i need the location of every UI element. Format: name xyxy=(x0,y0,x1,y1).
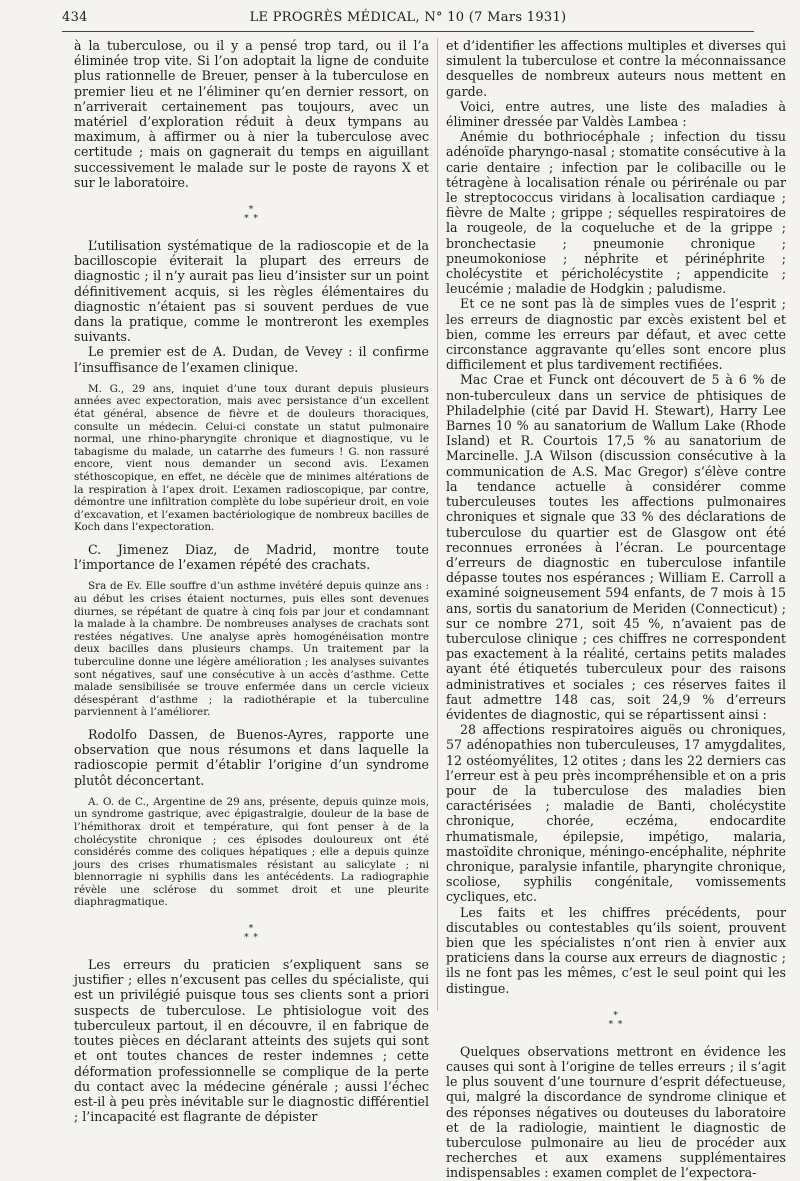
page-number: 434 xyxy=(62,10,88,25)
running-head: LE PROGRÈS MÉDICAL, N° 10 (7 Mars 1931) xyxy=(249,10,567,25)
paragraph: Voici, entre autres, une liste des maladies à éliminer dressée par Valdès Lambea : xyxy=(446,98,786,130)
section-separator: * * * xyxy=(244,205,259,225)
case-report: Sra de Ev. Elle souffre d’un asthme invétéré depuis quinze ans : au début les crises étaient nocturnes, puis elles sont devenues diurnes, se répétant de quatre à cinq fois par jour et condamnant la malade à la chambre. De nombreuses analyses de crachats sont restées négatives. Une analyse après homogénéisation montre deux bacilles dans plusieurs champs. Un traitement par la tuberculine donne une légère amélioration ; les analyses suivantes sont négatives, sauf une consécutive à un accès d’asthme. Cette malade sensibilisée se trouve enfermée dans un cercle vicieux désespérant d’asthme ; la radiothérapie et la tuberculine parviennent à l’améliorer. xyxy=(74,580,429,719)
case-report: A. O. de C., Argentine de 29 ans, présente, depuis quinze mois, un syndrome gastrique, avec épigastralgie, douleur de la base de l’hémithorax droit et température, qui font penser à de la cholécystite chronique ; ces épisodes douloureux ont été considérés comme des coliques hépatiques ; elle a depuis quinze jours des crises rhumatismales résistant au salicylate ; ni blennorragie ni syphilis dans les antécédents. La radiographie révèle une sclérose du sommet droit et une pleurite diaphragmatique. xyxy=(74,795,429,909)
case-report: M. G., 29 ans, inquiet d’une toux durant depuis plusieurs années avec expectoration, mais avec persistance d’un excellent état général, absence de fièvre et de douleurs thoraciques, consulte un médecin. Celui-ci constate un statut pulmonaire normal, une rhino-pharyngite chronique et diagnostique, vu le tabagisme du malade, un catarrhe des fumeurs ! G. non rassuré encore, vient nous demander un second avis. L’examen stéthoscopique, en effet, ne décèle que de minimes altérations de la respiration à l’apex droit. L’examen radioscopique, par contre, démontre une infiltration complète du lobe supérieur droit, en voie d’excavation, et l’examen bactériologique de nombreux bacilles de Koch dans l’expectoration. xyxy=(74,382,429,534)
paragraph: Les erreurs du praticien s’expliquent sans se justifier ; elles n’excusent pas celles du spécialiste, qui est un privilégié puisque tous ses clients sont a priori suspects de tuberculose. Le phtisiologue voit des tuberculeux partout, il en découvre, il en fabrique de toutes pièces en déclarant atteints des sujets qui sont et ont toutes chances de rester indemnes ; cette déformation professionnelle se complique de la perte du contact avec la médecine générale ; aussi l’échec est-il à peu près inévitable sur le diagnostic différentiel ; l’incapacité est flagrante de dépister xyxy=(74,957,429,1125)
paragraph: Mac Crae et Funck ont découvert de 5 à 6 % de non-tuberculeux dans un service de phtisiques de Philadelphie (cité par David H. Stewart), Harry Lee Barnes 10 % au sanatorium de Wallum Lake (Rhode Island) et R. Courtois 17,5 % au sanatorium de Marcinelle. J.A Wilson (discussion consécutive à la communication de A.S. Mac Gregor) s’élève contre la tendance actuelle à considérer comme tuberculeuses toutes les affections pulmonaires chroniques et signale que 33 % des déclarations de tuberculose du quartier est de Glasgow ont été reconnues erronées à l’écran. Le pourcentage d’erreurs de diagnostic en tuberculose infantile dépasse toutes nos espérances ; William E. Carroll a examiné soigneusement 594 enfants, de 7 mois à 15 ans, sortis du sanatorium de Meriden (Connecticut) ; sur ce nombre 271, soit 45 %, n’avaient pas de tuberculose clinique ; ces chiffres ne correspondent pas exactement à la réalité, certains petits malades ayant été étiquetés tuberculeux pour des raisons administratives et sociales ; ces réserves faites il faut admettre 148 cas, soit 24,9 % d’erreurs évidentes de diagnostic, qui se répartissent ainsi : xyxy=(446,372,786,722)
column-divider xyxy=(437,38,438,1011)
paragraph: Le premier est de A. Dudan, de Vevey : il confirme l’insuffisance de l’examen clinique. xyxy=(74,344,429,375)
page-header xyxy=(62,10,754,30)
paragraph: Quelques observations mettront en évidence les causes qui sont à l’origine de telles erreurs ; il s’agit le plus souvent d’une tournure d’esprit défectueuse, qui, malgré la discordance de syndrome clinique et des réponses négatives ou douteuses du laboratoire et de la radiologie, maintient le diagnostic de tuberculose pulmonaire au lieu de procéder aux recherches et aux examens supplémentaires indispensables : examen complet de l’expectora- xyxy=(446,1043,786,1181)
header-rule xyxy=(62,31,754,32)
right-column xyxy=(446,38,786,1181)
paragraph: Et ce ne sont pas là de simples vues de l’esprit ; les erreurs de diagnostic par excès existent bel et bien, comme les erreurs par défaut, et avec cette circonstance aggravante qu’elles sont encore plus difficilement et plus tardivement rectifiées. xyxy=(446,296,786,373)
section-separator: * * * xyxy=(608,1010,624,1030)
paragraph: L’utilisation systématique de la radioscopie et de la bacilloscopie éviterait la plupart des erreurs de diagnostic ; il n’y aurait pas lieu d’insister sur un point définitivement acquis, si les règles élémentaires du diagnostic n’étaient pas si souvent perdues de vue dans la pratique, comme le montreront les exemples suivants. xyxy=(74,238,429,345)
section-separator: * * * xyxy=(244,924,259,944)
left-column xyxy=(74,38,429,1125)
paragraph: Anémie du bothriocéphale ; infection du tissu adénoïde pharyngo-nasal ; stomatite consécutive à la carie dentaire ; infection par le colibacille ou le tétragène à localisation rénale ou périrénale ou par le streptococcus viridans à localisation cardiaque ; fièvre de Malte ; grippe ; séquelles respiratoires de la rougeole, de la coqueluche et de la grippe ; bronchectasie ; pneumonie chronique ; pneumokoniose ; néphrite et périnéphrite ; cholécystite et péricholécystite ; appendicite ; leucémie ; maladie de Hodgkin ; paludisme. xyxy=(446,129,786,297)
paragraph: Rodolfo Dassen, de Buenos-Ayres, rapporte une observation que nous résumons et dans laquelle la radioscopie permit d’établir l’origine d’un syndrome plutôt déconcertant. xyxy=(74,726,429,788)
paragraph: et d’identifier les affections multiples et diverses qui simulent la tuberculose et contre la méconnaissance desquelles de nombreux auteurs nous mettent en garde. xyxy=(446,38,786,99)
paragraph: à la tuberculose, ou il y a pensé trop tard, ou il l’a éliminée trop vite. Si l’on adoptait la ligne de conduite plus rationnelle de Breuer, penser à la tuberculose en premier lieu et ne l’éliminer qu’en dernier ressort, on n’arriverait certainement pas toujours, avec un matériel d’exploration réduit à deux tympans au maximum, à affirmer ou à nier la tuberculose avec certitude ; mais on gagnerait du temps en aiguillant successivement le malade sur le poste de rayons X et sur le laboratoire. xyxy=(74,38,429,190)
paragraph: Les faits et les chiffres précédents, pour discutables ou contestables qu’ils soient, prouvent bien que les spécialistes n’ont rien à envier aux praticiens dans la course aux erreurs de diagnostic ; ils ne font pas les mêmes, c’est le seul point qui les distingue. xyxy=(446,904,786,996)
paragraph: C. Jimenez Diaz, de Madrid, montre toute l’importance de l’examen répété des crachats. xyxy=(74,541,429,573)
paragraph: 28 affections respiratoires aiguës ou chroniques, 57 adénopathies non tuberculeuses, 17 amygdalites, 12 ostéomyélites, 12 otites ; dans les 22 derniers cas l’erreur est à peu près incompréhensible et on a pris pour de la tuberculose des maladies bien caractérisées ; maladie de Banti, cholécystite chronique, chorée, eczéma, endocardite rhumatismale, épilepsie, impétigo, malaria, mastoïdite chronique, méningo-encéphalite, néphrite chronique, paralysie infantile, pharyngite chronique, scoliose, syphilis congénitale, vomissements cycliques, etc. xyxy=(446,722,786,905)
